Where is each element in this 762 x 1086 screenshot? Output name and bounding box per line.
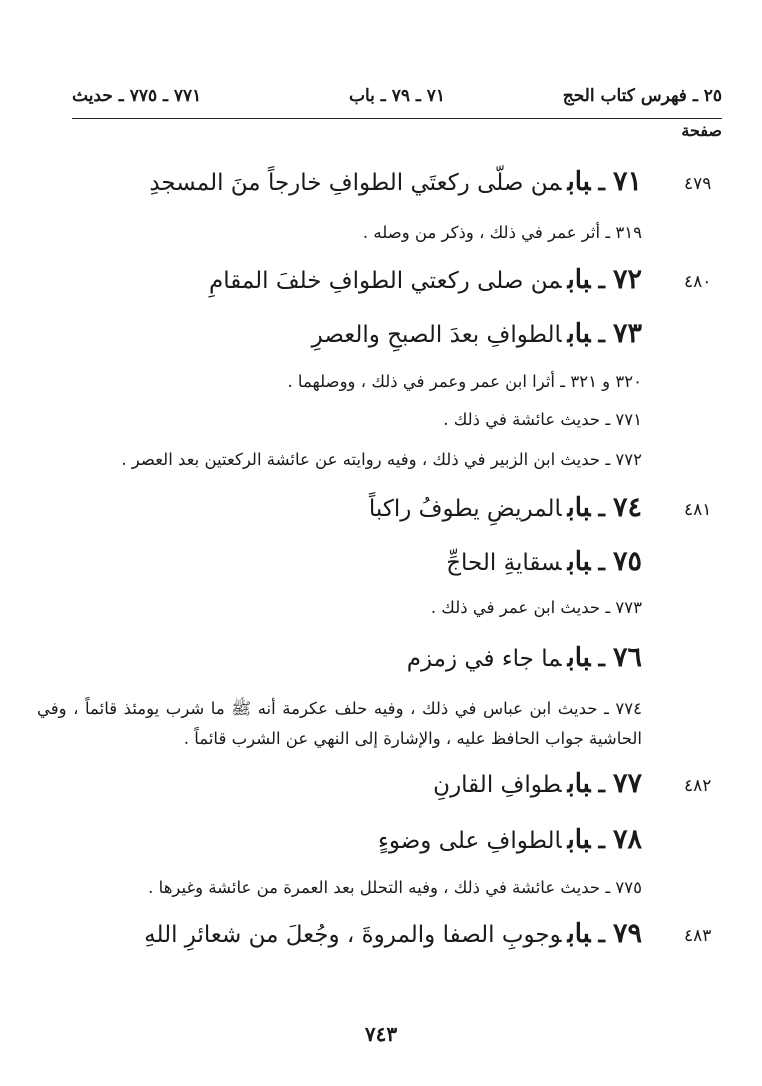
page-ref: ٤٨٠ (684, 272, 712, 292)
bab-dash: ـ (598, 550, 605, 576)
bab-title: طوافِ القارنِ (433, 772, 562, 798)
entry-text: ٧٧٥ ـ حديث عائشة في ذلك ، وفيه التحلل بعد العمرة من عائشة وغيرها . (148, 878, 642, 897)
bab-word: باب (567, 265, 591, 295)
bab-heading (369, 492, 642, 523)
bab-title: الطوافِ بعدَ الصبحِ والعصرِ (311, 322, 562, 348)
bab-heading (209, 264, 642, 295)
bab-word: باب (567, 547, 591, 577)
bab-word: باب (567, 919, 591, 949)
entry-text: ٧٧٣ ـ حديث ابن عمر في ذلك . (430, 598, 642, 617)
entry-text: ٧٧٤ ـ حديث ابن عباس في ذلك ، وفيه حلف عكرمة أنه ﷺ ما شرب يومئذ قائماً ، وفي الحاشية جواب الحافظ عليه ، والإشارة إلى النهي عن الشرب قائماً . (37, 699, 642, 748)
bab-dash: ـ (598, 496, 605, 522)
bab-number: ٧٩ (612, 918, 642, 949)
page-ref: ٤٨٣ (684, 926, 712, 946)
bab-heading (149, 166, 642, 197)
page-column-label: صفحة (681, 121, 722, 140)
bab-word: باب (567, 167, 591, 197)
running-header (72, 80, 722, 116)
bab-heading (144, 918, 642, 949)
bab-number: ٧٤ (612, 492, 642, 523)
bab-dash: ـ (598, 646, 605, 672)
bab-title: ما جاء في زمزم (406, 646, 562, 672)
bab-number: ٧٢ (612, 264, 642, 295)
entry-text: ٣١٩ ـ أثر عمر في ذلك ، وذكر من وصله . (362, 223, 642, 242)
page-ref: ٤٧٩ (684, 174, 712, 194)
bab-word: باب (567, 643, 591, 673)
bab-number: ٧٨ (612, 824, 642, 855)
bab-number: ٧٧ (612, 768, 642, 799)
bab-dash: ـ (598, 828, 605, 854)
header-hadith-range: ٧٧١ ـ ٧٧٥ ـ حديث (72, 86, 202, 106)
bab-dash: ـ (598, 170, 605, 196)
bab-dash: ـ (598, 268, 605, 294)
header-chapter-title: ٢٥ ـ فهرس كتاب الحج (562, 86, 722, 106)
header-bab-range: ٧١ ـ ٧٩ ـ باب (348, 86, 446, 106)
entry-text: ٧٧٢ ـ حديث ابن الزبير في ذلك ، وفيه روايته عن عائشة الركعتين بعد العصر . (121, 450, 642, 469)
entry-text: ٣٢٠ و ٣٢١ ـ أثرا ابن عمر وعمر في ذلك ، ووصلهما . (287, 372, 642, 391)
bab-heading (407, 642, 642, 673)
page-number: ٧٤٣ (364, 1022, 398, 1046)
bab-title: المريضِ يطوفُ راكباً (368, 496, 562, 522)
bab-title: وجوبِ الصفا والمروةَ ، وجُعلَ من شعائرِ اللهِ (144, 922, 562, 948)
page-ref: ٤٨١ (684, 500, 712, 520)
bab-word: باب (567, 825, 591, 855)
bab-number: ٧٣ (612, 318, 642, 349)
bab-title: الطوافِ على وضوءٍ (378, 828, 562, 854)
bab-word: باب (567, 319, 591, 349)
bab-heading (446, 546, 642, 577)
bab-word: باب (567, 493, 591, 523)
bab-number: ٧٥ (612, 546, 642, 577)
bab-title: من صلى ركعتي الطوافِ خلفَ المقامِ (208, 268, 562, 294)
bab-number: ٧٦ (612, 642, 642, 673)
bab-heading (433, 768, 642, 799)
bab-heading (312, 318, 642, 349)
bab-word: باب (567, 769, 591, 799)
bab-title: من صلّى ركعتَي الطوافِ خارجاً منَ المسجدِ (149, 170, 562, 196)
bab-heading (378, 824, 642, 855)
bab-dash: ـ (598, 322, 605, 348)
bab-dash: ـ (598, 772, 605, 798)
header-rule (72, 118, 722, 119)
entry-text: ٧٧١ ـ حديث عائشة في ذلك . (443, 410, 642, 429)
page-ref: ٤٨٢ (684, 776, 712, 796)
bab-number: ٧١ (612, 166, 642, 197)
bab-title: سقايةِ الحاجِّ (446, 550, 562, 576)
bab-dash: ـ (598, 922, 605, 948)
